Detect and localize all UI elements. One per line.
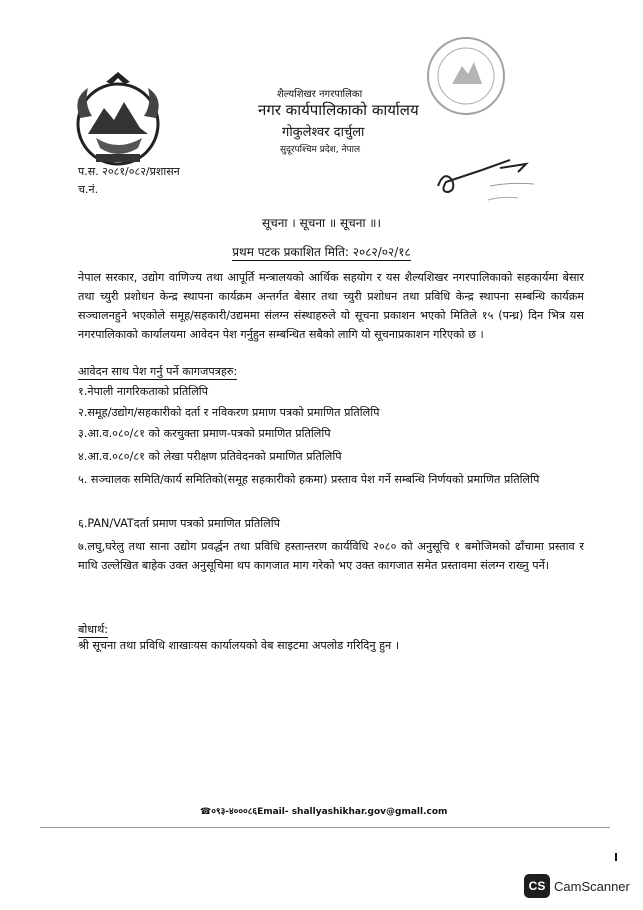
contact-footer: ☎०९३-४०००८६Email- shallyashikhar.gov@gmall.com	[200, 807, 448, 817]
page-edge-mark	[615, 853, 617, 861]
office-location: गोकुलेश्वर दार्चुला	[282, 125, 365, 140]
province-name: सुदूरपश्चिम प्रदेश, नेपाल	[280, 145, 361, 155]
signature-icon	[430, 146, 560, 216]
cc-text: श्री सूचना तथा प्रविधि शाखाःयस कार्यालयको वेब साइटमा अपलोड गरिदिनु हुन ।	[78, 639, 400, 652]
dispatch-number: च.नं.	[78, 183, 99, 196]
publication-date-text: प्रथम पटक प्रकाशित मिति: २०८२/०२/१८	[232, 245, 411, 259]
document-item: ७.लघु,घरेलु तथा साना उद्योग प्रवर्द्धन तथा प्रविधि हस्तान्तरण कार्यविधि २०८० को अनुसूचि १ बमोजिमको ढाँचामा प्रस्ताव र माथि उल्लेखित बाहेक उक्त अनुसूचिमा थप कागजात माग गरेको भए उक्त कागजात समेत प्रस्तावमा संलग्न राख्नु पर्ने।	[78, 540, 584, 572]
document-item: ५. सञ्चालक समिति/कार्य समितिको(समूह सहकारीको हकमा) प्रस्ताव पेश गर्ने सम्बन्धि निर्णयको प्रमाणित प्रतिलिपि	[78, 473, 540, 486]
cc-heading: बोधार्थ:	[78, 623, 108, 636]
footer-divider	[40, 827, 610, 828]
camscanner-label: CamScanner	[554, 878, 630, 894]
letter-number: प.स. २०८१/०८२/प्रशासन	[78, 165, 180, 178]
document-item: ३.आ.व.०८०/८१ को करचुक्ता प्रमाण-पत्रको प्रमाणित प्रतिलिपि	[78, 427, 331, 440]
documents-heading: आवेदन साथ पेश गर्नु पर्ने कागजपत्रहरु:	[78, 365, 238, 378]
camscanner-logo-icon: CS	[524, 874, 550, 898]
office-stamp-icon	[424, 34, 508, 118]
municipality-name: शैल्यशिखर नगरपालिका	[277, 89, 363, 100]
publication-date	[0, 243, 643, 260]
document-item: १.नेपाली नागरिकताको प्रतिलिपि	[78, 385, 209, 398]
document-item: ४.आ.व.०८०/८१ को लेखा परीक्षण प्रतिवेदनको प्रमाणित प्रतिलिपि	[78, 450, 342, 463]
document-item: ६.PAN/VATदर्ता प्रमाण पत्रको प्रमाणित प्रतिलिपि	[78, 517, 280, 530]
nepal-emblem-icon	[66, 68, 170, 172]
notice-body: नेपाल सरकार, उद्योग वाणिज्य तथा आपूर्ति मन्त्रालयको आर्थिक सहयोग र यस शैल्यशिखर नगरपालिकाको सहकार्यमा बेसार तथा च्युरी प्रशोधन केन्द्र स्थापना कार्यक्रम अन्तर्गत बेसार तथा च्युरी प्रशोधन तथा प्रविधि केन्द्र स्थापना सम्बन्धि कार्यक्रम सञ्चालनहुने भएकोले समूह/सहकारी/उद्यममा संलग्न संस्थाहरुले यो सूचना प्रकाशन भएको मितिले १५ (पन्ध्र) दिन भित्र यस नगरपालिकाको कार्यालयमा आवेदन पेश गर्नुहुन सम्बन्धित सबैको लागि यो सूचनाप्रकाशन गरिएको छ ।	[78, 271, 584, 341]
office-name: नगर कार्यपालिकाको कार्यालय	[258, 101, 419, 119]
document-item: २.समूह/उद्योग/सहकारीको दर्ता र नविकरण प्रमाण पत्रको प्रमाणित प्रतिलिपि	[78, 406, 380, 419]
notice-title: सूचना । सूचना ॥ सूचना ॥।	[261, 216, 382, 230]
camscanner-watermark	[524, 874, 630, 898]
